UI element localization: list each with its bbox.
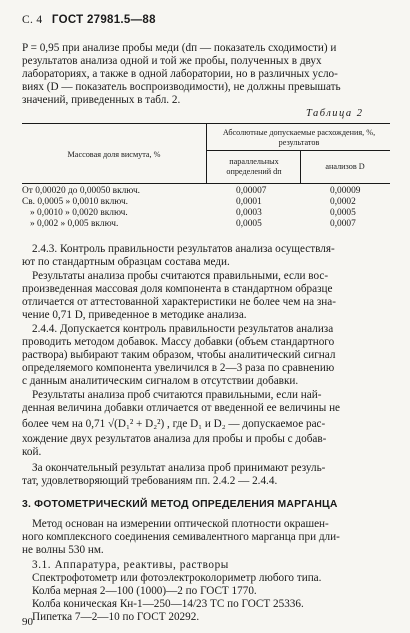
table-row-range: Св. 0,0005 » 0,0010 включ. (22, 197, 129, 207)
table-col-divider (300, 150, 301, 183)
apparatus-line: Спектрофотометр или фотоэлектроколориметр любого типа. (32, 572, 322, 584)
body-line: определяемого компонента увеличился в 2—3 раза по сравнению (22, 362, 335, 374)
table-row-dn: 0,0001 (236, 197, 262, 207)
table-subheader-rule (206, 150, 390, 151)
table-row-range: » 0,0010 » 0,0020 включ. (30, 208, 128, 218)
standard-code: ГОСТ 27981.5—88 (51, 14, 156, 26)
col-header-mass-fraction: Массовая доля висмута, % (67, 150, 161, 159)
body-line: Результаты анализа пробы считаются правильными, если вос- (32, 270, 329, 282)
body-line: Результаты анализа проб считаются правильными, если най- (32, 389, 322, 401)
body-line: хождение двух результатов анализа для пробы и пробы с добав- (22, 433, 327, 445)
apparatus-title: 3.1. Аппаратура, реактивы, растворы (32, 559, 229, 571)
method-line: ного комплексного соединения семивалентного марганца при дли- (22, 531, 340, 543)
body-line-formula: более чем на 0,71 √(D₁² + D₂²) , где D₁ и D₂ — допускаемое рас- (22, 418, 326, 430)
table-row-range: От 0,00020 до 0,00050 включ. (22, 186, 141, 196)
col-header-parallel: параллельных определений dп (226, 157, 282, 176)
page-prefix: С. 4 (22, 14, 43, 26)
method-line: не волны 530 нм. (22, 544, 104, 556)
apparatus-line: Колба мерная 2—100 (1000)—2 по ГОСТ 1770. (32, 585, 257, 597)
body-line: проводить методом добавок. Массу добавки (объем стандартного (22, 336, 335, 348)
body-line: денная величина добавки отличается от введенной ее величины не (22, 402, 341, 414)
apparatus-line: Пипетка 7—2—10 по ГОСТ 20292. (32, 611, 200, 623)
body-line: ют по стандартным образцам состава меди. (22, 256, 230, 268)
body-line: с данным аналитическим сигналом в отсутствии добавки. (22, 375, 299, 387)
table-row-D: 0,0007 (330, 219, 356, 229)
col-group-header: Абсолютные допускаемые расхождения, %, результатов (222, 128, 376, 147)
section-title: 3. ФОТОМЕТРИЧЕСКИЙ МЕТОД ОПРЕДЕЛЕНИЯ МАРГАНЦА (22, 499, 338, 510)
apparatus-line: Колба коническая Кн-1—250—14/23 ТС по ГОСТ 25336. (32, 598, 304, 610)
body-line: 2.4.3. Контроль правильности результатов анализа осуществля- (32, 243, 335, 255)
table-caption: Таблица 2 (306, 108, 364, 119)
intro-line: виях (D — показатель воспроизводимости), не должны превышать (22, 81, 341, 93)
table-row-range: » 0,002 » 0,005 включ. (30, 219, 119, 229)
intro-line: значений, приведенных в табл. 2. (22, 94, 181, 106)
intro-line: лабораториях, а также в одной лаборатории, но в различных усло- (22, 68, 338, 80)
table-row-dn: 0,0003 (236, 208, 262, 218)
body-line: 2.4.4. Допускается контроль правильности результатов анализа (32, 323, 334, 335)
body-line: произведенная массовая доля компонента в стандартном образце (22, 283, 333, 295)
table-col-divider (206, 123, 207, 183)
body-line: раствора) выбирают таким образом, чтобы аналитический сигнал (22, 349, 336, 361)
intro-line: результатов анализа одной и той же пробы, полученных в двух (22, 55, 322, 67)
col-header-analyses: анализов D (325, 162, 365, 171)
table-row-D: 0,0002 (330, 197, 356, 207)
page-header (22, 14, 156, 26)
body-line: чение 0,71 D, приведенное в методике анализа. (22, 309, 247, 321)
body-line: тат, удовлетворяющий требованиям пп. 2.4.2 — 2.4.4. (22, 475, 278, 487)
table-row-dn: 0,0005 (236, 219, 262, 229)
table-header-rule (22, 183, 390, 184)
page-number: 90 (22, 616, 33, 628)
body-line: отличается от аттестованной характеристики не более чем на зна- (22, 296, 336, 308)
table-row-D: 0,0005 (330, 208, 356, 218)
method-line: Метод основан на измерении оптической плотности окрашен- (32, 518, 329, 530)
table-row-D: 0,00009 (330, 186, 361, 196)
body-line: кой. (22, 446, 42, 458)
intro-line: P = 0,95 при анализе пробы меди (dп — показатель сходимости) и (22, 42, 337, 54)
body-line: За окончательный результат анализа проб принимают резуль- (32, 462, 326, 474)
table-row-dn: 0,00007 (236, 186, 267, 196)
